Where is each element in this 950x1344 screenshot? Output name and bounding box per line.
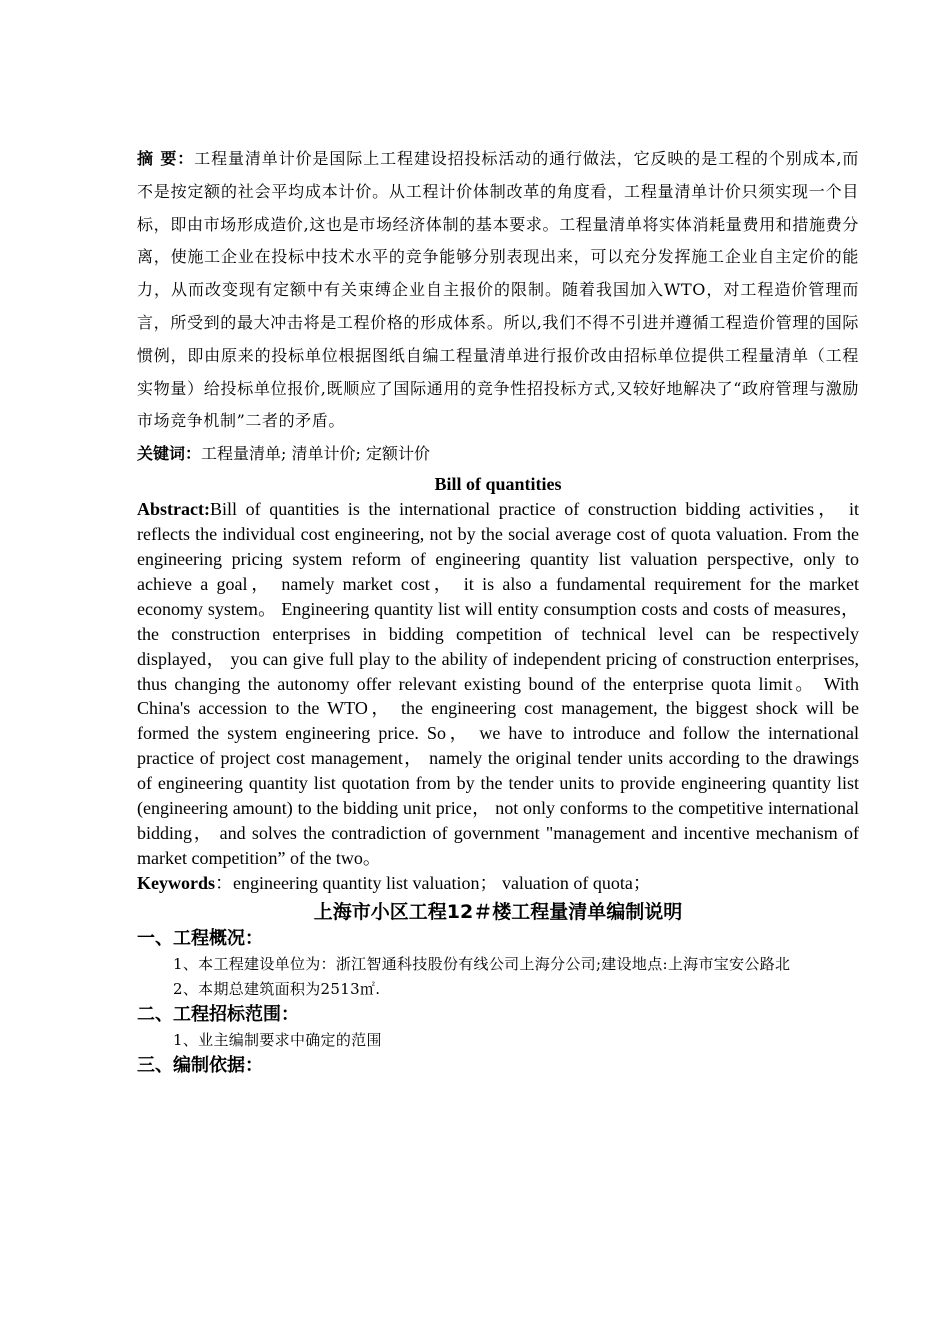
section-heading-scope: 二、工程招标范围： <box>137 1003 299 1025</box>
english-abstract-text: Bill of quantities is the international practice of construction bidding activities， it reflects the individual cost engineering, not by the social average cost of quota valuation. From the engineering pricing system reform of engineering quantity list valuation perspective, only to achieve a goal， namely market cost， it is also a fundamental requirement for the market economy system。 Engineering quantity list will entity consumption costs and costs of measures， the construction enterprises in bidding competition of technical level can be respectively displayed， you can give full play to the ability of independent pricing of construction enterprises, thus changing the autonomy offer relevant existing bound of the enterprise quota limit。 With China's accession to the WTO， the engineering cost management, the biggest shock will be formed the system engineering price. So， we have to introduce and follow the international practice of project cost management， namely the original tender units according to the drawings of engineering quantity list quotation from by the tender units to provide engineering quantity list (engineering amount) to the bidding unit price， not only conforms to the competitive international bidding， and solves the contradiction of government "management and incentive mechanism of market competition” of the two。 <box>137 499 859 868</box>
section-heading-basis: 三、编制依据： <box>137 1054 263 1076</box>
english-abstract <box>137 497 859 871</box>
overview-item-1: 1、本工程建设单位为：浙江智通科技股份有线公司上海分公司;建设地点:上海市宝安公路北 <box>173 954 791 973</box>
chinese-keywords <box>137 438 859 470</box>
english-abstract-label: Abstract: <box>137 499 210 520</box>
english-keywords-label: Keywords <box>137 872 215 893</box>
chinese-keywords-label: 关键词： <box>137 444 202 464</box>
section-heading-overview: 一、工程概况： <box>137 927 263 949</box>
english-keywords-text: ：engineering quantity list valuation； valuation of quota； <box>215 872 651 893</box>
document-page <box>137 143 859 1079</box>
document-title: 上海市小区工程12＃楼工程量清单编制说明 <box>313 900 683 923</box>
chinese-abstract <box>137 143 859 438</box>
chinese-abstract-label: 摘 要： <box>137 149 195 168</box>
overview-item-2: 2、本期总建筑面积为2513㎡. <box>173 979 381 998</box>
scope-item-1: 1、业主编制要求中确定的范围 <box>173 1030 382 1049</box>
chinese-abstract-text: 工程量清单计价是国际上工程建设招投标活动的通行做法，它反映的是工程的个别成本,而不是按定额的社会平均成本计价。从工程计价体制改革的角度看，工程量清单计价只须实现一个目标，即由市场形成造价,这也是市场经济体制的基本要求。工程量清单将实体消耗量费用和措施费分离，使施工企业在投标中技术水平的竞争能够分别表现出来，可以充分发挥施工企业自主定价的能力，从而改变现有定额中有关束缚企业自主报价的限制。随着我国加入WTO，对工程造价管理而言，所受到的最大冲击将是工程价格的形成体系。所以,我们不得不引进并遵循工程造价管理的国际惯例，即由原来的投标单位根据图纸自编工程量清单进行报价改由招标单位提供工程量清单（工程实物量）给投标单位报价,既顺应了国际通用的竞争性招投标方式,又较好地解决了“政府管理与激励市场竞争机制”二者的矛盾。 <box>137 149 859 431</box>
english-title: Bill of quantities <box>434 474 562 495</box>
english-keywords <box>137 871 859 896</box>
chinese-keywords-text: 工程量清单; 清单计价; 定额计价 <box>201 444 430 464</box>
